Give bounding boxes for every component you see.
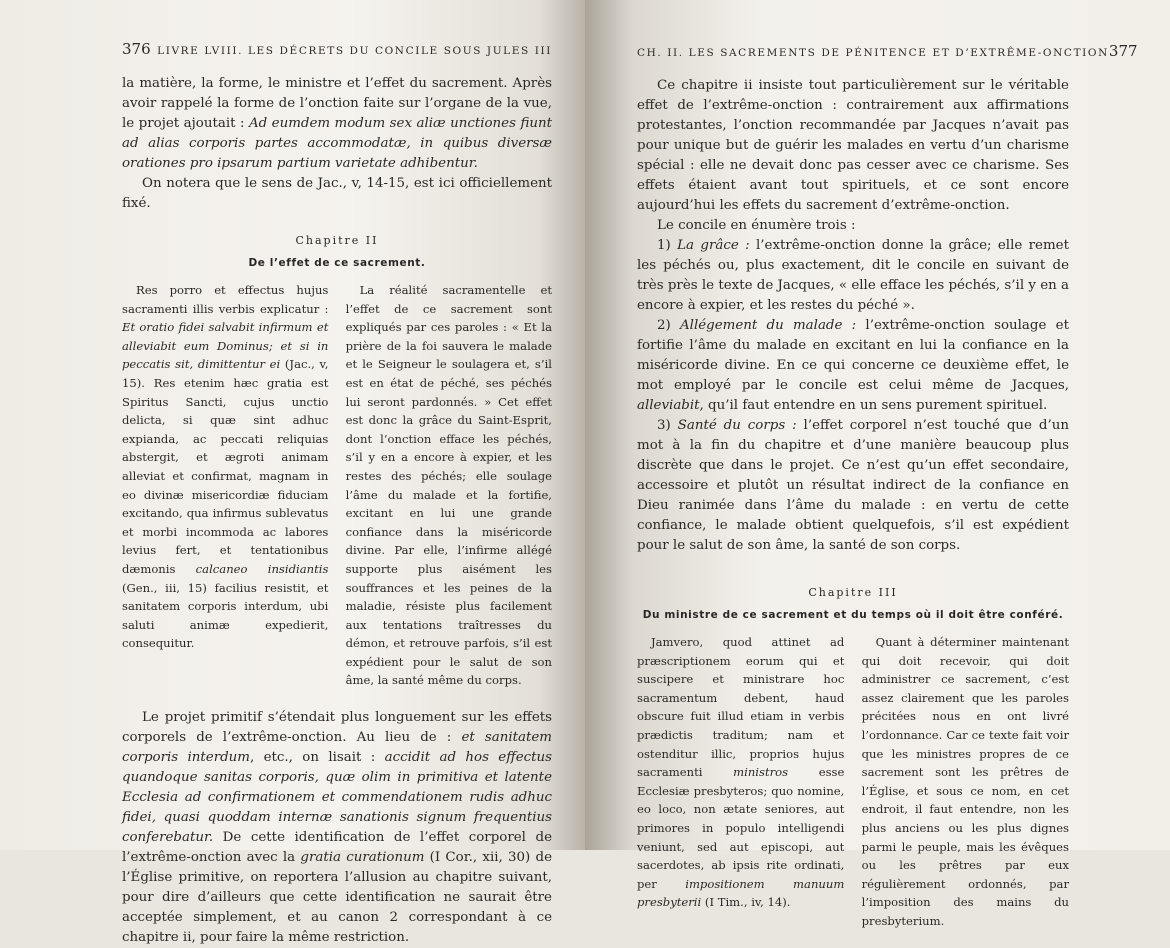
- latin-text-3: (Gen., iii, 15) facilius resistit, et sanitatem corporis interdum, ubi saluti animæ expedierit, consequitur.: [122, 580, 329, 651]
- item-2-label: Allégement du malade :: [680, 318, 857, 333]
- latin-iii-text-1: Jamvero, quod attinet ad præscriptionem eorum qui et suscipere et ministrare hoc sacramentum debent, haud obscure fuit illud etiam in verbis prædictis traditum; nam et ostenditur illic, proprios hujus sacramenti: [637, 635, 845, 780]
- latin-column-text: [122, 281, 328, 653]
- latin-iii-quote-1: ministros: [733, 765, 789, 780]
- french-column: [346, 281, 552, 690]
- latin-column-iii: [637, 633, 844, 931]
- item-3-text: l’effet corporel n’est touché que d’un mot à la fin du chapitre et d’une manière beaucoup plus discrète que dans le projet. Ce n’est qu’un effet secondaire, accessoire et plutôt un résultat indirect de la confiance en Dieu ranimée dans l’âme du malade : en vertu de cette confiance, le malade obtient quelquefois, s’il est expédient pour le salut de son âme, la santé de son corps.: [637, 418, 1069, 553]
- closing-quote-3: gratia curationum: [300, 850, 425, 866]
- intro-latin-quote: Ad eumdem modum sex aliæ unctiones fiunt ad alias corporis partes accommodatæ, in quibus diversæ orationes pro ipsarum partium varietate adhibentur.: [122, 116, 553, 171]
- chapter-iii-heading: Chapitre III: [808, 586, 898, 599]
- latin-quote-2: calcaneo insidiantis: [195, 561, 329, 576]
- left-closing-paragraph: [122, 708, 552, 948]
- left-note-paragraph: On notera que le sens de Jac., v, 14-15, est ici officiellement fixé.: [122, 176, 552, 211]
- chapter-ii-heading: Chapitre II: [295, 234, 379, 247]
- effect-item-3: [637, 416, 1069, 556]
- closing-quote-1: et sanitatem corporis interdum: [122, 730, 552, 766]
- french-column-text: La réalité sacramentelle et l’effet de ce sacrement sont expliqués par ces paroles : « Et la prière de la foi sauvera le malade et le Seigneur le soulagera et, s’il est en état de péché, ses péchés lui seront pardonnés. » Cet effet est donc la grâce du Saint-Esprit, dont l’onction efface les péchés, s’il y en a encore à expier, et les restes des péchés; elle soulage l’âme du malade et la fortifie, excitant en lui une grande confiance dans la miséricorde divine. Par elle, l’infirme allégé supporte plus aisément les souffrances et les peines de la maladie, résiste plus facilement aux tentations traîtresses du démon, et retrouve parfois, s’il est expédient pour le salut de son âme, la santé même du corps.: [345, 283, 552, 688]
- effect-item-2: [637, 316, 1069, 416]
- latin-iii-quote-2: impositionem manuum presbyterii: [637, 876, 845, 910]
- right-paragraph-2: Le concile en énumère trois :: [657, 218, 856, 233]
- latin-iii-text-3: (I Tim., iv, 14).: [701, 895, 791, 910]
- left-page: [0, 0, 585, 946]
- chapter-ii-columns: [122, 281, 552, 690]
- closing-text-2: , etc., on lisait :: [250, 750, 385, 766]
- left-intro-paragraph: [122, 74, 552, 174]
- right-page-text: [637, 42, 1138, 931]
- item-1-label: La grâce :: [677, 238, 750, 253]
- latin-text-2: (Jac., v, 15). Res etenim hæc gratia est Spiritus Sancti, cujus unctio delicta, si quæ sint adhuc expianda, ac peccati reliquias abstergit, et ægroti animam alleviat et confirmat, magnam in eo divinæ misericordiæ fiduciam excitando, qua infirmus sublevatus et morbi incommoda ac labores levius fert, et tentationibus dæmonis: [122, 357, 329, 576]
- left-page-text: [122, 40, 552, 948]
- french-column-iii-text: Quant à déterminer maintenant qui doit recevoir, qui doit administrer ce sacrement, c’est assez clairement que les paroles précitées nous en ont livré l’ordonnance. Car ce texte fait voir que les ministres propres de ce sacrement sont les prêtres de l’Église, et sous ce nom, en cet endroit, il faut entendre, non les plus anciens ou les plus dignes parmi le peuple, mais les évêques ou les prêtres par eux régulièrement ordonnés, par l’imposition des mains du presbyterium.: [861, 635, 1069, 928]
- right-running-head-title: CH. II. LES SACREMENTS DE PÉNITENCE ET D’EXTRÊME-ONCTION: [637, 47, 1109, 59]
- left-running-head: [122, 40, 552, 58]
- latin-iii-text-2: esse Ecclesiæ presbyteros; quo nomine, eo loco, non ætate seniores, aut primores in populo intelligendi veniunt, sed aut episcopi, aut sacerdotes, ab ipsis rite ordinati, per: [637, 765, 845, 891]
- closing-text-4: (I Cor., xii, 30) de l’Église primitive, on reportera l’allusion au chapitre suivant, pour dire d’ailleurs que cette identification ne saurait être acceptée simplement, et au canon 2 correspondant à ce chapitre ii, pour faire la même restriction.: [122, 850, 552, 946]
- latin-quote-1: Et oratio fidei salvabit infirmum et alleviabit eum Dominus; et si in peccatis sit, dimittentur ei: [122, 320, 329, 372]
- right-page-number: 377: [1108, 42, 1138, 60]
- item-2-number: 2): [657, 318, 680, 333]
- item-2-text-2: , qu’il faut entendre en un sens purement spirituel.: [699, 398, 1048, 413]
- closing-text-3: De cette identification de l’effet corporel de l’extrême-onction avec la: [122, 830, 552, 866]
- left-page-number: 376: [122, 40, 151, 58]
- item-3-number: 3): [657, 418, 678, 433]
- item-2-latin-word: alleviabit: [637, 398, 700, 413]
- intro-text: la matière, la forme, le ministre et l’effet du sacrement. Après avoir rappelé la forme de l’onction faite sur l’organe de la vue, le projet ajoutait :: [122, 76, 552, 131]
- chapter-iii-columns: [637, 633, 1069, 931]
- item-1-number: 1): [657, 238, 678, 253]
- item-3-label: Santé du corps :: [677, 418, 797, 433]
- item-2-text-1: l’extrême-onction soulage et fortifie l’âme du malade en excitant en lui la confiance en la miséricorde divine. En ce qui concerne ce deuxième effet, le mot employé par le concile est celui même de Jacques,: [637, 318, 1069, 393]
- latin-column-iii-text: [637, 633, 844, 912]
- item-1-text: l’extrême-onction donne la grâce; elle remet les péchés ou, plus exactement, dit le concile en suivant de très près le texte de Jacques, « elle efface les péchés, s’il y en a encore à expier, et les restes du péché ».: [637, 238, 1069, 313]
- chapter-iii-subtitle: Du ministre de ce sacrement et du temps où il doit être conféré.: [642, 609, 1064, 621]
- closing-text-1: Le projet primitif s’étendait plus longuement sur les effets corporels de l’extrême-onction. Au lieu de :: [122, 710, 552, 746]
- right-paragraph-1: Ce chapitre ii insiste tout particulièrement sur le véritable effet de l’extrême-onction : contrairement aux affirmations protestantes, l’onction recommandée par Jacques n’avait pas pour unique but de guérir les malades en vertu d’un charisme spécial : elle ne devait donc pas cesser avec ce charisme. Ses effets étaient avant tout spirituels, et ce sont encore aujourd’hui les effets du sacrement d’extrême-onction.: [637, 78, 1069, 213]
- french-column-iii: [862, 633, 1069, 931]
- chapter-ii-subtitle: De l’effet de ce sacrement.: [248, 257, 426, 269]
- right-page: [585, 0, 1170, 928]
- closing-quote-2: accidit ad hos effectus quandoque sanitas corporis, quæ olim in primitiva et latente Ecclesia ad confirmationem et commendationem rudis adhuc fidei, quasi quoddam internæ sanationis signum frequentius conferebatur.: [122, 750, 552, 846]
- effect-item-1: [637, 236, 1069, 316]
- latin-text-1: Res porro et effectus hujus sacramenti illis verbis explicatur :: [122, 283, 329, 316]
- latin-column: [122, 281, 328, 690]
- right-running-head: [637, 42, 1138, 60]
- left-running-head-title: LIVRE LVIII. LES DÉCRETS DU CONCILE SOUS JULES III: [157, 45, 552, 57]
